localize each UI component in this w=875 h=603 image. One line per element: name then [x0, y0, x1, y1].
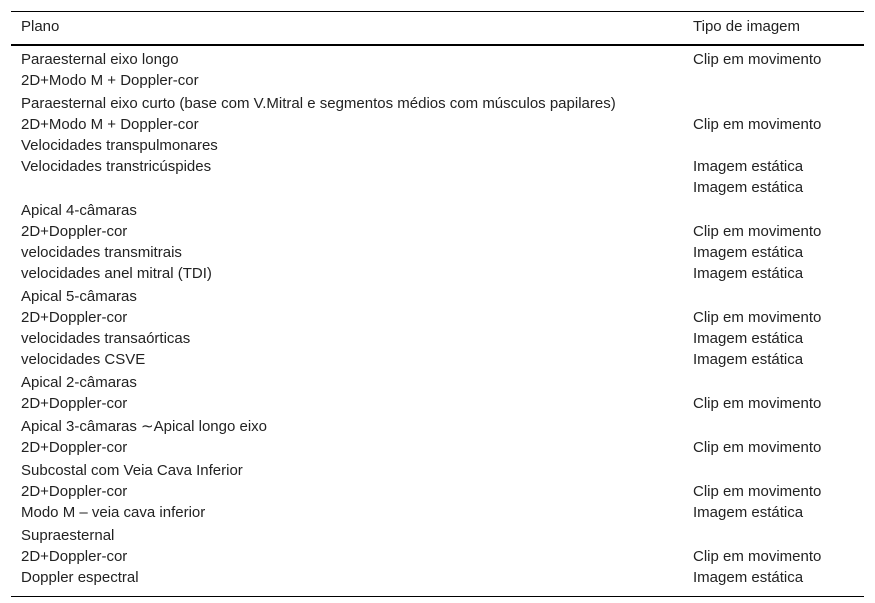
cell-line: Imagem estática	[693, 569, 804, 586]
cell-line: Imagem estática	[693, 179, 804, 196]
cell-plano	[11, 458, 683, 523]
cell-line: Imagem estática	[693, 158, 804, 175]
cell-line: velocidades anel mitral (TDI)	[21, 265, 212, 282]
column-header-tipo-de-imagem: Tipo de imagem	[693, 18, 800, 35]
cell-line: Doppler espectral	[21, 569, 139, 586]
cell-line	[21, 177, 683, 198]
cell-line: Apical 2-câmaras	[21, 374, 137, 391]
echo-protocol-table-container	[11, 11, 864, 597]
cell-line: 2D+Doppler-cor	[21, 483, 128, 500]
cell-line: Apical 3-câmaras ∼Apical longo eixo	[21, 418, 268, 435]
cell-line: 2D+Modo M + Doppler-cor	[21, 72, 199, 89]
table-row	[11, 414, 864, 458]
cell-line: Apical 4-câmaras	[21, 202, 137, 219]
cell-line: Clip em movimento	[693, 223, 822, 240]
cell-line: Clip em movimento	[693, 309, 822, 326]
table-row	[11, 458, 864, 523]
cell-line: Imagem estática	[693, 351, 804, 368]
table-header-row	[11, 12, 864, 46]
cell-tipo	[683, 458, 864, 523]
cell-tipo	[683, 91, 864, 198]
table-row	[11, 198, 864, 284]
cell-plano	[11, 198, 683, 284]
cell-line: 2D+Doppler-cor	[21, 439, 128, 456]
cell-plano	[11, 284, 683, 370]
cell-line: Clip em movimento	[693, 548, 822, 565]
cell-tipo	[683, 284, 864, 370]
cell-tipo	[683, 198, 864, 284]
cell-line	[693, 525, 864, 546]
cell-line: 2D+Doppler-cor	[21, 548, 128, 565]
cell-line: Modo M – veia cava inferior	[21, 504, 206, 521]
cell-line: 2D+Doppler-cor	[21, 223, 128, 240]
cell-line	[693, 200, 864, 221]
cell-line: velocidades transmitrais	[21, 244, 182, 261]
table-row	[11, 91, 864, 198]
cell-line: Imagem estática	[693, 244, 804, 261]
table-row	[11, 523, 864, 597]
cell-line: Supraesternal	[21, 527, 115, 544]
cell-line: 2D+Modo M + Doppler-cor	[21, 116, 199, 133]
cell-plano	[11, 414, 683, 458]
cell-line: velocidades transaórticas	[21, 330, 191, 347]
cell-line: Paraesternal eixo curto (base com V.Mitral e segmentos médios com músculos papilares)	[21, 95, 616, 112]
cell-line: velocidades CSVE	[21, 351, 146, 368]
cell-plano	[11, 370, 683, 414]
cell-line: Clip em movimento	[693, 116, 822, 133]
cell-line	[693, 93, 864, 114]
cell-line	[693, 286, 864, 307]
echo-protocol-table	[11, 11, 864, 597]
cell-line: Imagem estática	[693, 265, 804, 282]
cell-tipo	[683, 523, 864, 597]
cell-line: Velocidades transtricúspides	[21, 158, 212, 175]
cell-plano	[11, 45, 683, 91]
cell-plano	[11, 91, 683, 198]
cell-line: Subcostal com Veia Cava Inferior	[21, 462, 243, 479]
column-header-plano: Plano	[21, 18, 60, 35]
cell-tipo	[683, 370, 864, 414]
cell-line: Clip em movimento	[693, 439, 822, 456]
cell-line	[693, 70, 864, 91]
cell-line	[693, 460, 864, 481]
cell-line: Clip em movimento	[693, 483, 822, 500]
cell-line: Apical 5-câmaras	[21, 288, 137, 305]
cell-line: Imagem estática	[693, 330, 804, 347]
cell-line	[693, 135, 864, 156]
table-row	[11, 284, 864, 370]
cell-line: 2D+Doppler-cor	[21, 395, 128, 412]
cell-plano	[11, 523, 683, 597]
table-row	[11, 45, 864, 91]
cell-tipo	[683, 414, 864, 458]
cell-line: Clip em movimento	[693, 395, 822, 412]
cell-line: 2D+Doppler-cor	[21, 309, 128, 326]
cell-line	[693, 416, 864, 437]
cell-line: Velocidades transpulmonares	[21, 137, 218, 154]
cell-line	[693, 372, 864, 393]
cell-line: Imagem estática	[693, 504, 804, 521]
cell-line: Clip em movimento	[693, 51, 822, 68]
cell-line: Paraesternal eixo longo	[21, 51, 179, 68]
cell-tipo	[683, 45, 864, 91]
table-row	[11, 370, 864, 414]
